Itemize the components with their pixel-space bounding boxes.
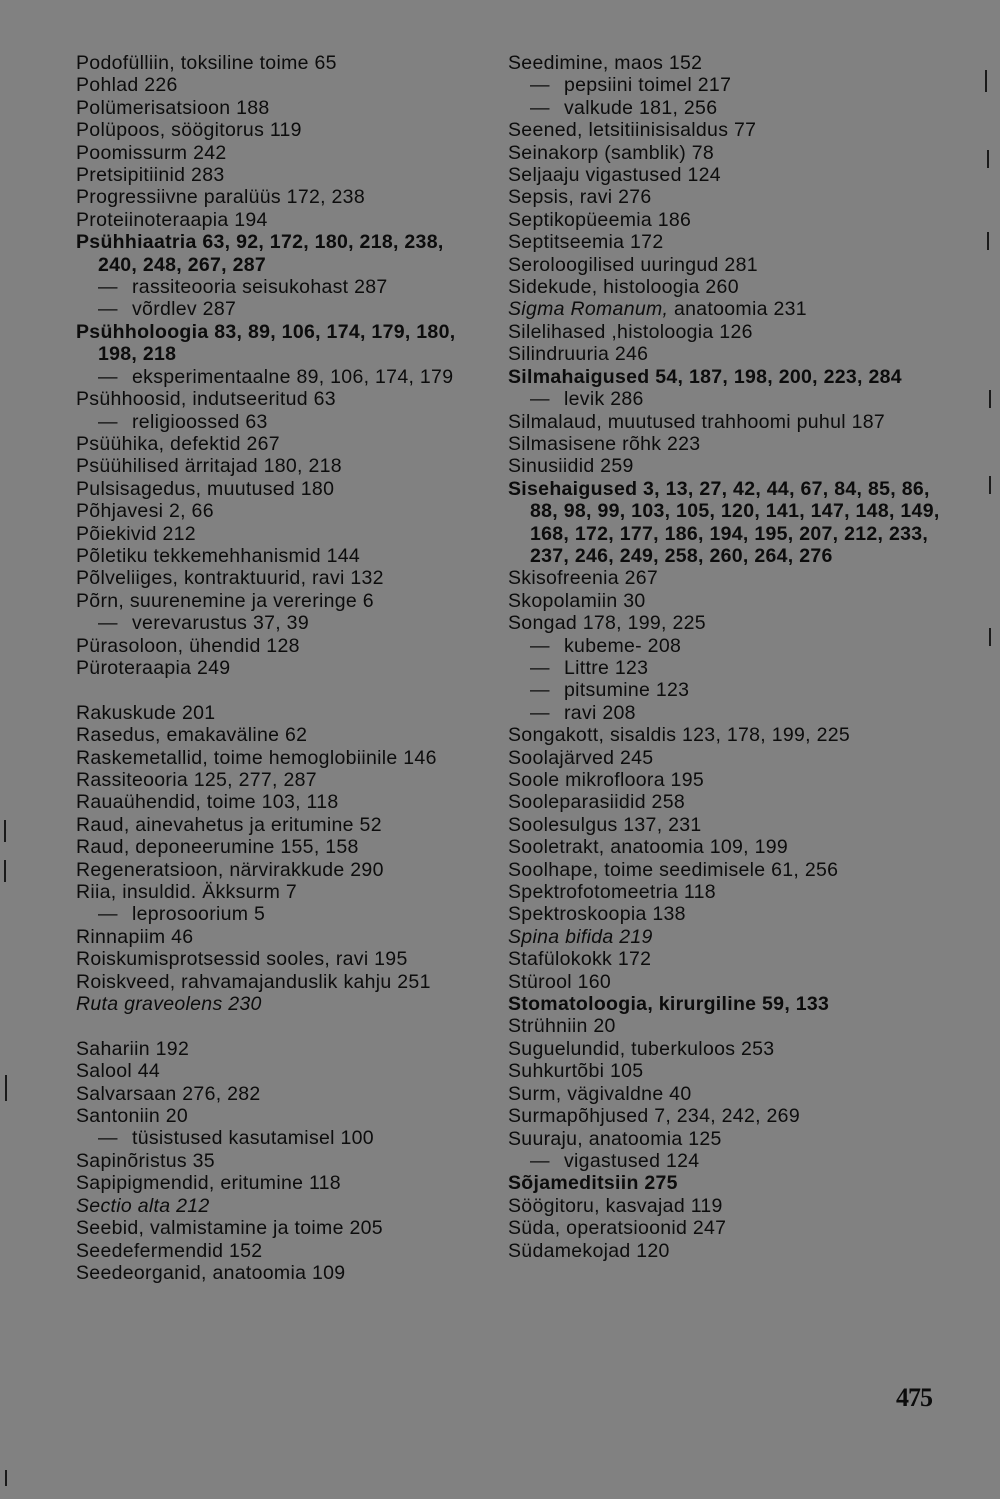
index-subentry [508,1150,948,1172]
index-entry: Ruta graveolens 230 [76,993,262,1016]
subentry-dash: — [530,74,550,97]
subentry-dash: — [98,298,118,321]
subentry-dash: — [98,365,118,388]
index-subentry [508,388,948,410]
index-entry: Roiskveed, rahvamajanduslik kahju 251 [76,970,431,993]
scan-edge-mark [989,476,991,494]
index-entry: Silmalaud, muutused trahhoomi puhul 187 [508,410,886,433]
index-entry: Põiekivid 212 [76,522,196,545]
index-entry: Silindruuria 246 [508,343,649,366]
subentry-dash: — [98,903,118,926]
index-entry: Salool 44 [76,1060,161,1083]
index-entry: Surmapõhjused 7, 234, 242, 269 [508,1105,800,1128]
index-entry: Söögitoru, kasvajad 119 [508,1194,723,1217]
subentry-dash: — [98,410,118,433]
scan-edge-mark [4,820,6,842]
index-entry: Psühhoosid, indutseeritud 63 [76,388,336,411]
index-column-right [508,52,948,1262]
index-entry: Skopolamiin 30 [508,589,646,612]
subentry-text: valkude 181, 256 [564,96,718,119]
index-subentry [508,74,948,96]
subentry-dash: — [98,276,118,299]
scan-edge-mark [4,860,6,882]
index-entry: Poomissurm 242 [76,141,227,164]
index-entry: Sinusiidid 259 [508,455,634,478]
index-entry: Stafülokokk 172 [508,948,652,971]
scan-edge-mark [5,1470,7,1486]
index-entry [508,298,948,320]
index-entry-main: Psühhiaatria 63, 92, 172, 180, 218, 238, 240, 248, 267, 287 [76,231,444,276]
entry-italic-term: Sigma Romanum, [508,298,669,321]
index-entry: Songad 178, 199, 225 [508,612,706,635]
index-subentry [76,1127,486,1149]
index-entry: Progressiivne paralüüs 172, 238 [76,186,365,209]
index-entry: Seinakorp (samblik) 78 [508,141,715,164]
subentry-text: kubeme- 208 [564,634,682,657]
index-entry: Surm, vägivaldne 40 [508,1082,692,1105]
index-entry: Suguelundid, tuberkuloos 253 [508,1037,775,1060]
index-entry: Raud, deponeerumine 155, 158 [76,836,359,859]
index-entry: Strühniin 20 [508,1015,616,1038]
subentry-text: Littre 123 [564,656,649,679]
index-entry: Sapinõristus 35 [76,1149,215,1172]
index-entry: Põletiku tekkemehhanismid 144 [76,544,361,567]
index-entry-main: Psühholoogia 83, 89, 106, 174, 179, 180, 198, 218 [76,320,456,366]
subentry-text: pitsumine 123 [564,679,690,702]
index-subentry [76,612,486,634]
index-entry: Põlveliiges, kontraktuurid, ravi 132 [76,567,384,590]
subentry-text: tüsistused kasutamisel 100 [132,1127,374,1150]
section-gap [76,1015,486,1037]
subentry-dash: — [530,634,550,657]
index-entry: Seebid, valmistamine ja toime 205 [76,1217,383,1240]
index-entry: Sectio alta 212 [76,1194,210,1217]
index-subentry [76,366,486,388]
index-entry: Seedimine, maos 152 [508,52,703,74]
index-entry: Septikopüeemia 186 [508,208,692,231]
section-gap [76,679,486,701]
subentry-dash: — [530,96,550,119]
subentry-text: vigastused 124 [564,1149,700,1172]
index-entry: Regeneratsioon, närvirakkude 290 [76,858,384,881]
index-entry: Suhkurtõbi 105 [508,1060,644,1083]
entry-rest: anatoomia 231 [668,298,807,321]
subentry-dash: — [530,1149,550,1172]
index-entry: Rakuskude 201 [76,701,216,724]
index-entry: Suuraju, anatoomia 125 [508,1127,722,1150]
index-entry: Riia, insuldid. Äkksurm 7 [76,881,297,904]
index-entry: Santoniin 20 [76,1105,189,1128]
index-entry: Raskemetallid, toime hemoglobiinile 146 [76,746,437,769]
index-entry: Sidekude, histoloogia 260 [508,276,739,299]
index-column-left [76,52,486,1284]
subentry-text: rassiteooria seisukohast 287 [132,276,388,299]
index-entry: Seedefermendid 152 [76,1239,263,1262]
index-subentry [508,679,948,701]
subentry-dash: — [530,656,550,679]
index-subentry [508,657,948,679]
index-entry: Songakott, sisaldis 123, 178, 199, 225 [508,724,851,747]
scan-edge-mark [989,628,991,646]
index-entry: Spektroskoopia 138 [508,903,686,926]
index-entry: Seened, letsitiinisisaldus 77 [508,119,757,142]
index-entry: Seljaaju vigastused 124 [508,164,721,187]
subentry-text: eksperimentaalne 89, 106, 174, 179 [132,365,454,388]
index-entry: Soole mikrofloora 195 [508,769,704,791]
page-number: 475 [896,1383,932,1412]
index-entry: Sapipigmendid, eritumine 118 [76,1172,341,1195]
index-entry: Polümerisatsioon 188 [76,96,270,119]
scan-edge-mark [985,70,987,92]
index-entry: Proteiinoteraapia 194 [76,208,268,231]
index-entry: Podofülliin, toksiline toime 65 [76,52,337,74]
index-entry: Pürasoloon, ühendid 128 [76,634,300,657]
index-entry: Sahariin 192 [76,1037,190,1060]
subentry-dash: — [530,701,550,724]
index-entry: Rauaühendid, toime 103, 118 [76,791,339,814]
subentry-text: religioossed 63 [132,410,268,433]
index-entry: Soolhape, toime seedimisele 61, 256 [508,858,839,881]
subentry-text: verevarustus 37, 39 [132,612,309,635]
index-entry: Roiskumisprotsessid sooles, ravi 195 [76,948,408,971]
scan-edge-mark [987,150,989,168]
subentry-dash: — [98,612,118,635]
index-entry: Pretsipitiinid 283 [76,164,225,187]
index-entry-main: Sõjameditsiin 275 [508,1172,678,1195]
index-entry: Stürool 160 [508,970,612,993]
index-subentry [76,411,486,433]
index-entry: Põhjavesi 2, 66 [76,500,214,523]
index-entry: Südamekojad 120 [508,1239,670,1262]
subentry-text: leprosoorium 5 [132,903,266,926]
index-entry: Spektrofotomeetria 118 [508,881,716,904]
index-entry: Raud, ainevahetus ja eritumine 52 [76,813,382,836]
subentry-text: võrdlev 287 [132,298,237,321]
index-subentry [76,298,486,320]
index-entry: Spina bifida 219 [508,925,653,948]
subentry-text: levik 286 [564,388,644,411]
subentry-text: ravi 208 [564,701,636,724]
index-entry: Põrn, suurenemine ja vereringe 6 [76,589,374,612]
index-entry: Rinnapiim 46 [76,925,194,948]
scan-edge-mark [989,390,991,408]
index-subentry [508,97,948,119]
index-entry: Rassiteooria 125, 277, 287 [76,768,317,791]
index-entry: Silmasisene rõhk 223 [508,432,701,455]
index-entry: Süda, operatsioonid 247 [508,1217,727,1240]
index-entry: Rasedus, emakaväline 62 [76,724,308,747]
index-entry-main: Silmahaigused 54, 187, 198, 200, 223, 284 [508,365,902,388]
subentry-dash: — [530,679,550,702]
index-entry: Pulsisagedus, muutused 180 [76,477,335,500]
index-entry: Skisofreenia 267 [508,567,659,590]
index-subentry [508,635,948,657]
index-entry: Silelihased ,histoloogia 126 [508,320,753,343]
index-entry: Seedeorganid, anatoomia 109 [76,1261,346,1284]
index-entry: Seroloogilised uuringud 281 [508,253,758,276]
index-entry: Soolesulgus 137, 231 [508,813,702,836]
index-entry: Sooleparasiidid 258 [508,791,685,814]
index-entry-main: Stomatoloogia, kirurgiline 59, 133 [508,993,830,1016]
index-subentry [76,903,486,925]
index-entry: Psüühilised ärritajad 180, 218 [76,455,342,478]
index-entry-main: Sisehaigused 3, 13, 27, 42, 44, 67, 84, 85, 86, 88, 98, 99, 103, 105, 120, 141, 147, 148, 149, 168, 172, 177, 186, 194, 195, 207, 212, 233, 237, 246, 249, 258, 260, 264, 276 [508,477,940,567]
index-entry: Pohlad 226 [76,74,178,97]
subentry-dash: — [530,388,550,411]
index-entry: Salvarsaan 276, 282 [76,1082,261,1105]
index-entry: Septitseemia 172 [508,231,664,254]
index-entry: Sooletrakt, anatoomia 109, 199 [508,836,789,859]
scan-edge-mark [5,1075,7,1101]
subentry-text: pepsiini toimel 217 [564,74,732,97]
index-entry: Püroteraapia 249 [76,656,231,679]
index-subentry [76,276,486,298]
scan-edge-mark [987,232,989,250]
subentry-dash: — [98,1127,118,1150]
index-entry: Psüühika, defektid 267 [76,432,280,455]
index-entry: Soolajärved 245 [508,746,654,769]
index-entry: Sepsis, ravi 276 [508,186,652,209]
index-subentry [508,702,948,724]
index-entry: Polüpoos, söögitorus 119 [76,119,302,142]
